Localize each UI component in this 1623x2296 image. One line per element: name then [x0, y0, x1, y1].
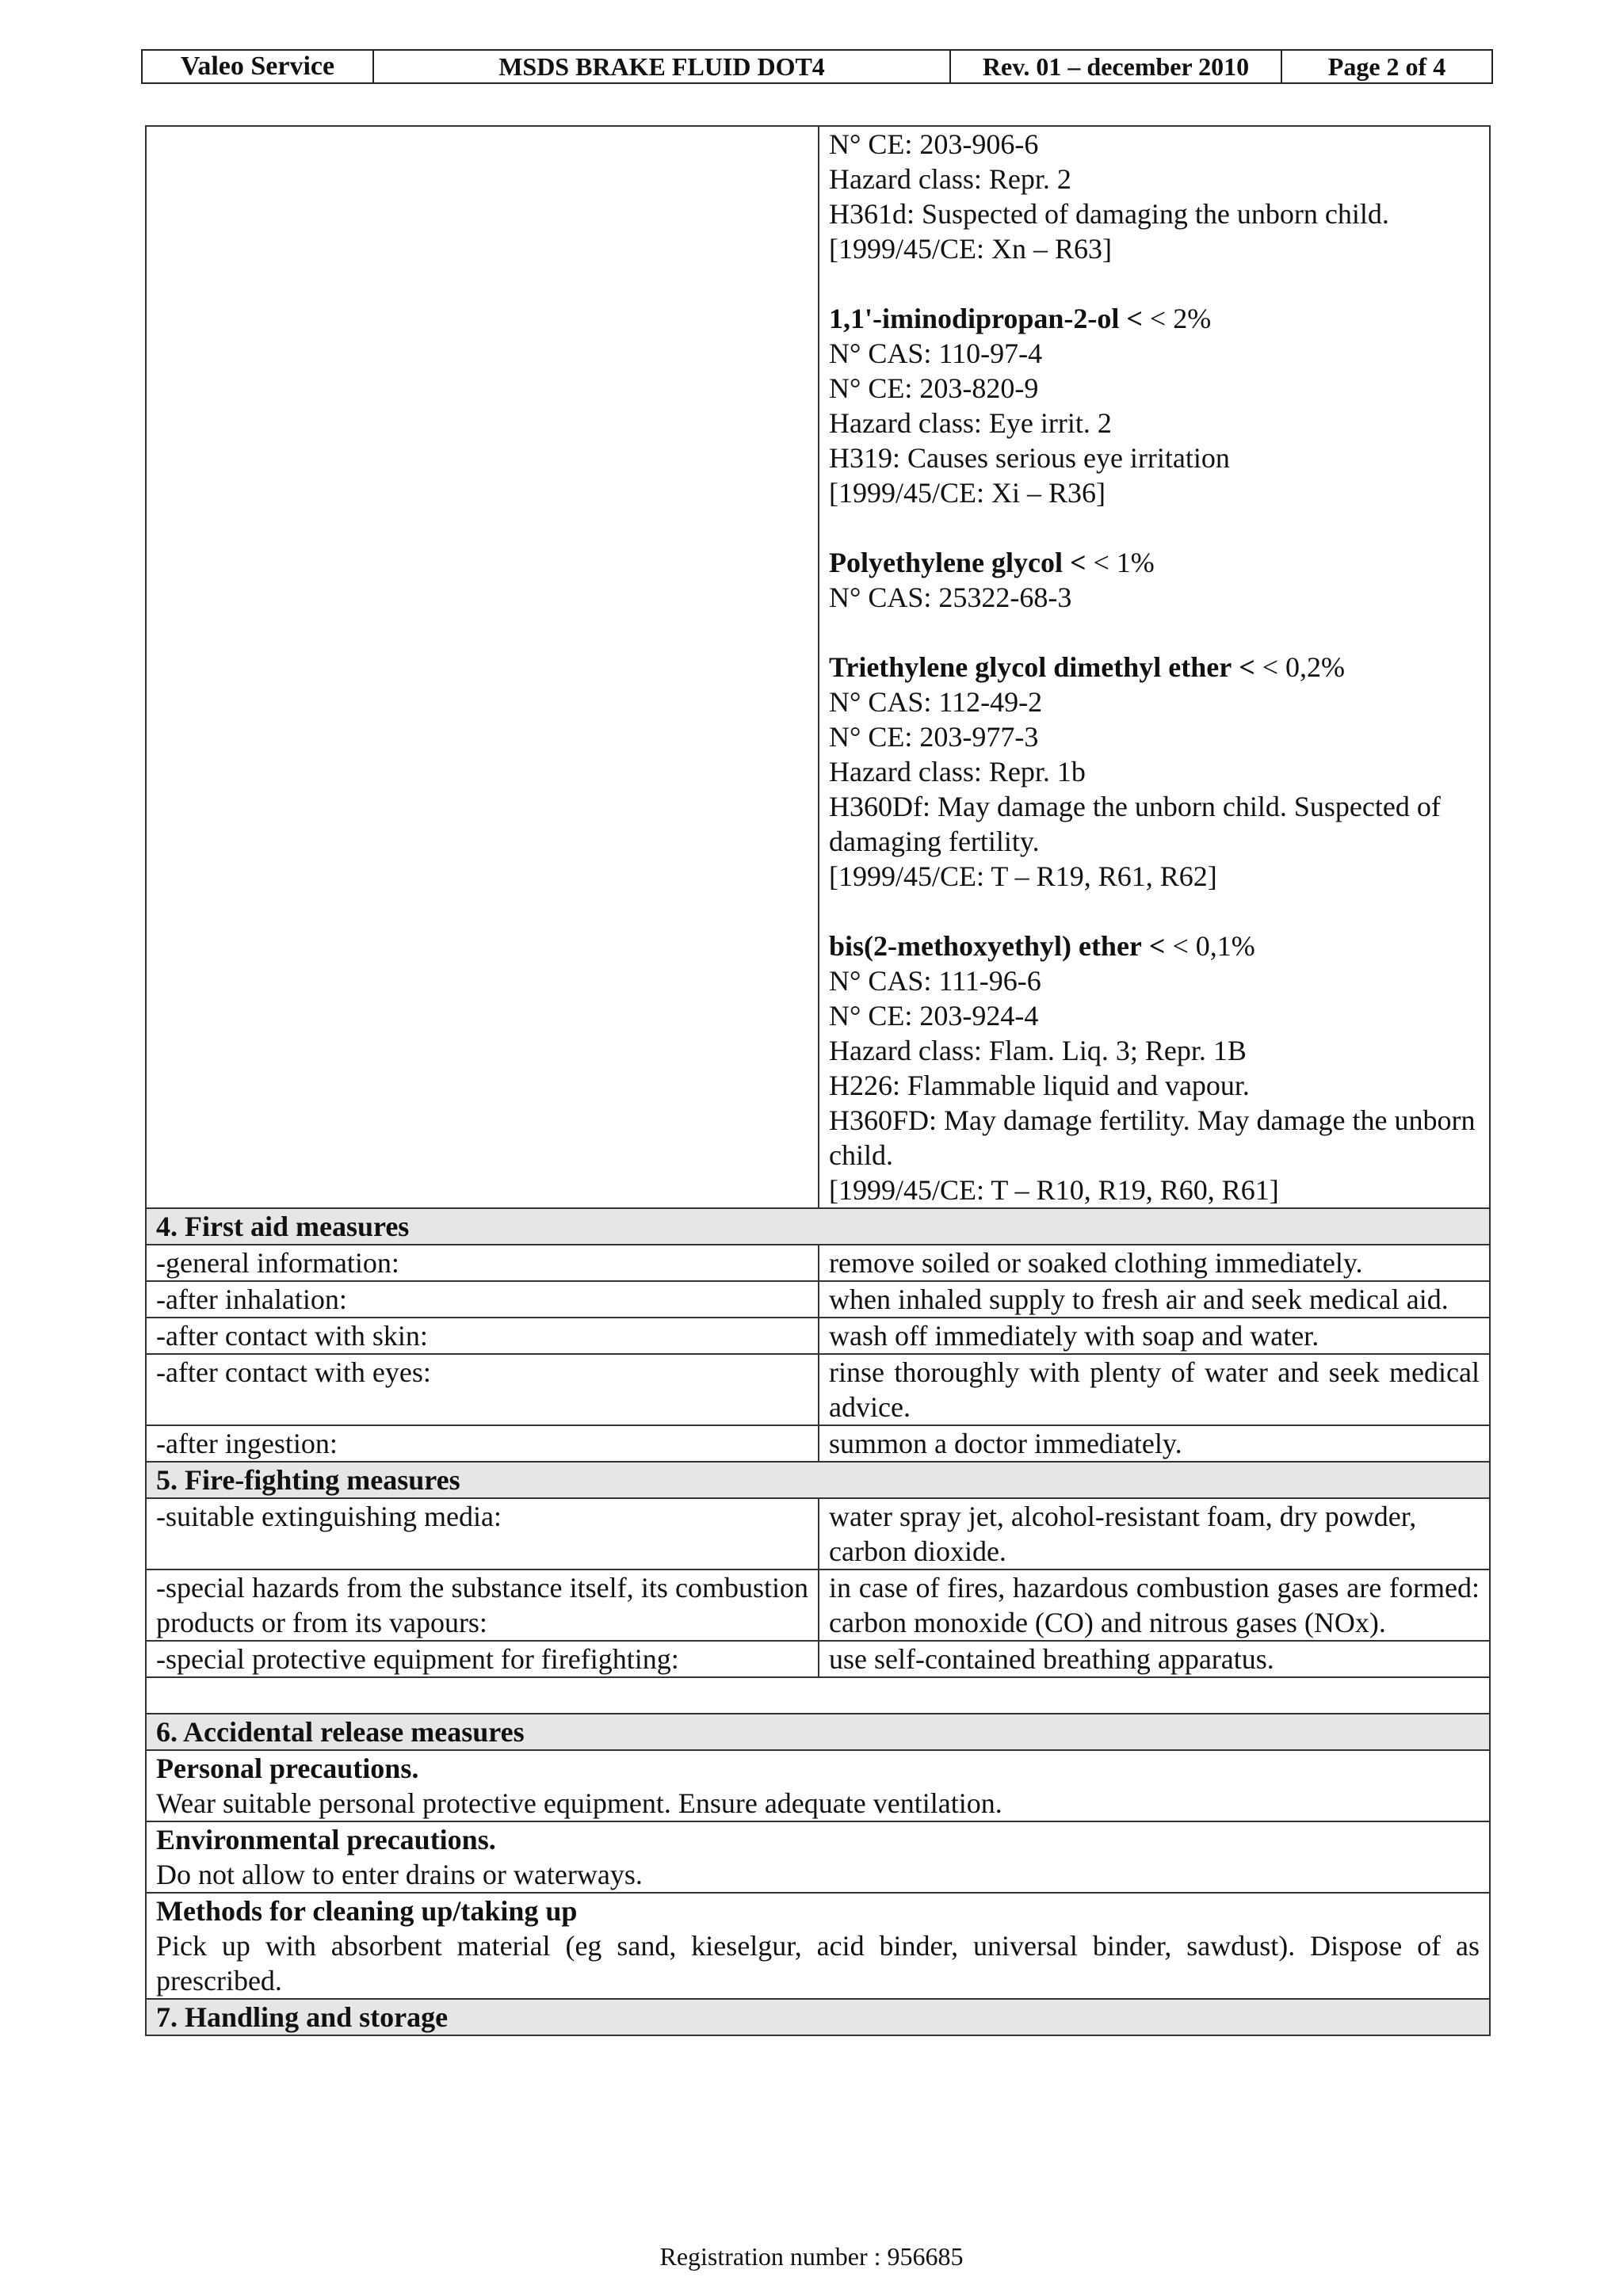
row-label: -after contact with eyes: — [146, 1354, 819, 1425]
section-title: 5. Fire-fighting measures — [146, 1462, 1490, 1498]
section-title: 6. Accidental release measures — [146, 1714, 1490, 1750]
substance-line: N° CAS: 110-97-4 — [829, 338, 1043, 369]
msds-table — [145, 125, 1491, 2036]
row-value: wash off immediately with soap and water. — [819, 1318, 1490, 1354]
substance-block — [829, 301, 1480, 510]
substance-line: [1999/45/CE: T – R19, R61, R62] — [829, 860, 1217, 892]
section-header-fire-fighting — [146, 1462, 1490, 1498]
table-row — [146, 1641, 1490, 1677]
substance-line: N° CE: 203-820-9 — [829, 372, 1039, 404]
table-row — [146, 1750, 1490, 1821]
table-row — [146, 1893, 1490, 1999]
block-text: Pick up with absorbent material (eg sand, kieselgur, acid binder, universal binder, sawdust). Dispose of as prescribed. — [156, 1930, 1480, 1997]
substance-line: [1999/45/CE: Xi – R36] — [829, 477, 1106, 509]
row-label: -special hazards from the substance itself, its combustion products or from its vapours: — [146, 1569, 819, 1641]
release-block — [146, 1821, 1490, 1893]
substance-heading: Polyethylene glycol < < 1% — [829, 547, 1155, 578]
section-header-handling-storage — [146, 1999, 1490, 2035]
row-value: water spray jet, alcohol-resistant foam, dry powder, carbon dioxide. — [819, 1498, 1490, 1569]
block-text: Do not allow to enter drains or waterways. — [156, 1859, 643, 1890]
substance-line: N° CAS: 112-49-2 — [829, 686, 1043, 718]
table-row — [146, 1425, 1490, 1462]
block-text: Wear suitable personal protective equipment. Ensure adequate ventilation. — [156, 1787, 1002, 1819]
substance-name: bis(2-methoxyethyl) ether — [829, 930, 1142, 962]
block-heading: Environmental precautions. — [156, 1824, 496, 1855]
substance-concentration: < 0,2% — [1254, 651, 1346, 683]
substance-line: N° CE: 203-977-3 — [829, 721, 1039, 753]
substance-name: Triethylene glycol dimethyl ether — [829, 651, 1232, 683]
substance-heading: 1,1'-iminodipropan-2-ol < < 2% — [829, 303, 1212, 334]
substance-heading: Triethylene glycol dimethyl ether < < 0,2% — [829, 651, 1346, 683]
table-row — [146, 1354, 1490, 1425]
row-value: use self-contained breathing apparatus. — [819, 1641, 1490, 1677]
substance-name: Polyethylene glycol — [829, 547, 1063, 578]
table-row — [146, 1569, 1490, 1641]
composition-line: H361d: Suspected of damaging the unborn child. — [829, 198, 1389, 230]
substance-block — [829, 650, 1480, 894]
row-value: when inhaled supply to fresh air and seek medical aid. — [819, 1281, 1490, 1318]
substance-concentration: < 2% — [1142, 303, 1212, 334]
section-header-accidental-release — [146, 1714, 1490, 1750]
substance-block — [829, 929, 1480, 1207]
substance-line: N° CE: 203-924-4 — [829, 1000, 1039, 1032]
block-heading: Personal precautions. — [156, 1753, 419, 1784]
substance-line: H319: Causes serious eye irritation — [829, 442, 1230, 474]
header-document-title: MSDS BRAKE FLUID DOT4 — [372, 51, 949, 82]
substance-line: N° CAS: 111-96-6 — [829, 965, 1041, 997]
release-block — [146, 1750, 1490, 1821]
header-page-number: Page 2 of 4 — [1281, 51, 1491, 82]
header-company: Valeo Service — [180, 51, 335, 81]
composition-row — [146, 126, 1490, 1208]
row-value: summon a doctor immediately. — [819, 1425, 1490, 1462]
section-header-first-aid — [146, 1208, 1490, 1245]
row-label: -general information: — [146, 1245, 819, 1281]
registration-number: Registration number : 956685 — [659, 2242, 964, 2271]
table-row — [146, 1245, 1490, 1281]
table-row — [146, 1281, 1490, 1318]
row-label: -suitable extinguishing media: — [146, 1498, 819, 1569]
substance-line: Hazard class: Eye irrit. 2 — [829, 407, 1112, 439]
composition-line: [1999/45/CE: Xn – R63] — [829, 233, 1112, 265]
section-title: 7. Handling and storage — [146, 1999, 1490, 2035]
spacer-row — [146, 1677, 1490, 1714]
substance-line: H360Df: May damage the unborn child. Suspected of damaging fertility. — [829, 791, 1441, 857]
substance-name: 1,1'-iminodipropan-2-ol — [829, 303, 1120, 334]
substance-line: Hazard class: Repr. 1b — [829, 756, 1086, 788]
row-label: -after ingestion: — [146, 1425, 819, 1462]
substance-line: N° CAS: 25322-68-3 — [829, 582, 1072, 613]
row-label: -after inhalation: — [146, 1281, 819, 1318]
row-label: -special protective equipment for firefighting: — [146, 1641, 819, 1677]
release-block — [146, 1893, 1490, 1999]
section-title: 4. First aid measures — [146, 1208, 1490, 1245]
row-value: rinse thoroughly with plenty of water and seek medical advice. — [819, 1354, 1490, 1425]
row-value: in case of fires, hazardous combustion gases are formed: carbon monoxide (CO) and nitrous gases (NOx). — [819, 1569, 1490, 1641]
table-row — [146, 1498, 1490, 1569]
substance-block — [829, 545, 1480, 615]
composition-blank-cell — [146, 126, 819, 1208]
row-value: remove soiled or soaked clothing immediately. — [819, 1245, 1490, 1281]
block-heading: Methods for cleaning up/taking up — [156, 1895, 578, 1927]
row-label: -after contact with skin: — [146, 1318, 819, 1354]
composition-line: Hazard class: Repr. 2 — [829, 163, 1071, 195]
composition-cell — [819, 126, 1490, 1208]
document-header — [141, 49, 1493, 84]
composition-line: N° CE: 203-906-6 — [829, 128, 1039, 160]
substance-line: H226: Flammable liquid and vapour. — [829, 1070, 1250, 1101]
spacer-cell — [146, 1677, 1490, 1714]
substance-line: H360FD: May damage fertility. May damage the unborn child. — [829, 1104, 1476, 1171]
substance-heading: bis(2-methoxyethyl) ether < < 0,1% — [829, 930, 1255, 962]
table-row — [146, 1318, 1490, 1354]
header-revision: Rev. 01 – december 2010 — [949, 51, 1281, 82]
substance-line: Hazard class: Flam. Liq. 3; Repr. 1B — [829, 1035, 1247, 1066]
table-row — [146, 1821, 1490, 1893]
composition-intro — [829, 127, 1480, 266]
substance-concentration: < 1% — [1086, 547, 1155, 578]
substance-line: [1999/45/CE: T – R10, R19, R60, R61] — [829, 1174, 1279, 1206]
substance-concentration: < 0,1% — [1165, 930, 1255, 962]
